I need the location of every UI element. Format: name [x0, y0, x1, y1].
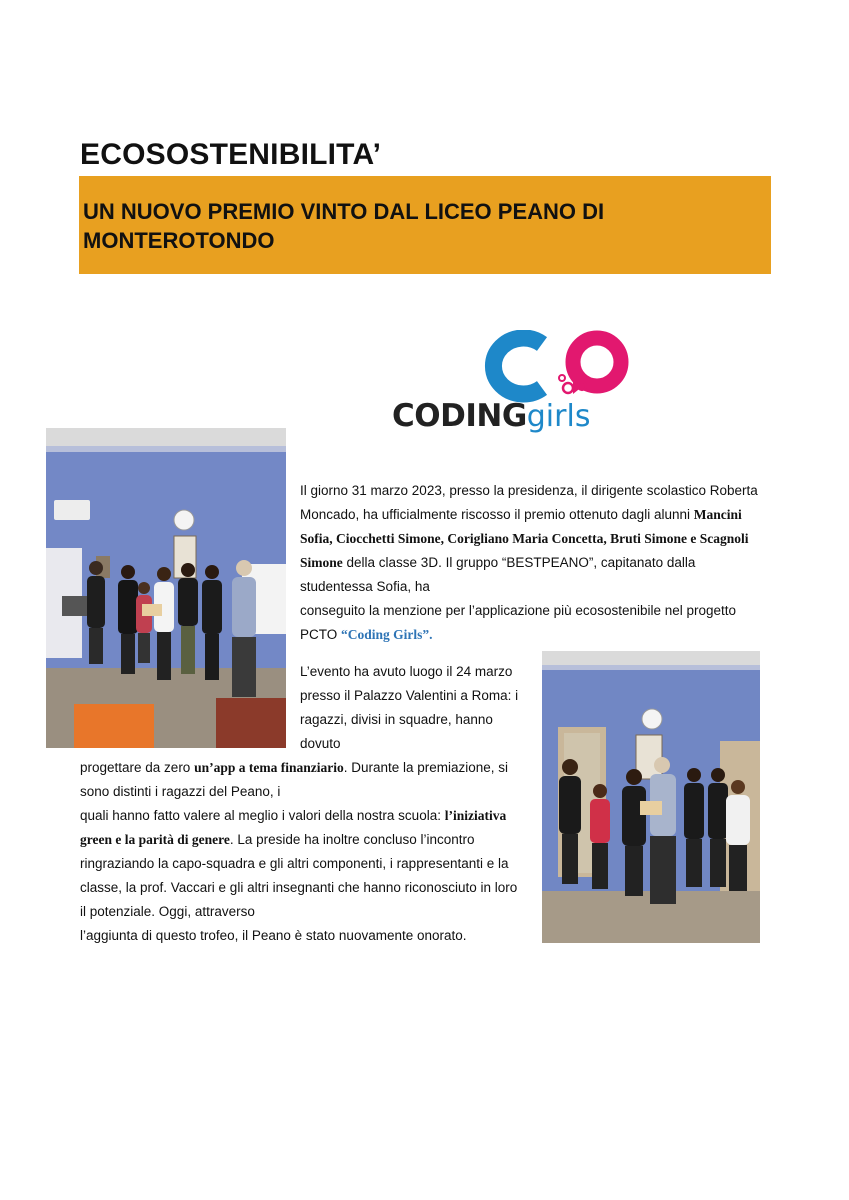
paragraph-2-top	[300, 660, 518, 756]
headline-banner	[79, 176, 771, 274]
app-theme: un’app a tema finanziario	[194, 760, 344, 775]
p1-line-1: Il giorno 31 marzo 2023, presso la presidenza, il dirigente scolastico Roberta	[300, 483, 758, 498]
p1-line-3-students: Sofia, Ciocchetti Simone, Corigliano Maria Concetta, Bruti Simone e Scagnoli	[300, 531, 749, 546]
p1-line-4-text: della classe 3D. Il gruppo “BESTPEANO”, capitanato dalla	[342, 555, 696, 570]
p2-line-1: L’evento ha avuto luogo il 24 marzo	[300, 664, 513, 679]
p2-line-11: il potenziale. Oggi, attraverso	[80, 904, 255, 919]
coding-girls-logo	[392, 330, 654, 440]
logo-word-girls: girls	[526, 399, 591, 434]
p1-line-4	[300, 551, 758, 575]
p2-line-5	[80, 756, 517, 780]
paragraph-1	[300, 479, 758, 647]
p2-line-7-text: quali hanno fatto valere al meglio i valori della nostra scuola:	[80, 808, 445, 823]
p1-line-5: studentessa Sofia, ha	[300, 579, 430, 594]
p1-line-2-text: Moncado, ha ufficialmente riscosso il premio ottenuto dagli alunni	[300, 507, 694, 522]
p2-line-5-text: progettare da zero	[80, 760, 195, 775]
p2-line-7	[80, 804, 517, 828]
paragraph-2-bottom	[80, 756, 517, 948]
coding-girls-project-name: “Coding Girls”	[341, 627, 430, 642]
article-section-title: ECOSOSTENIBILITA’	[80, 138, 382, 171]
p2-line-6: sono distinti i ragazzi del Peano, i	[80, 784, 281, 799]
award-photo-group	[542, 651, 760, 943]
logo-wordmark	[392, 398, 590, 434]
initiative-start: l’iniziativa	[444, 808, 507, 823]
p2-line-5-end: . Durante la premiazione, si	[343, 760, 509, 775]
headline-line-2: MONTEROTONDO	[83, 228, 275, 253]
p1-line-7-text: PCTO	[300, 627, 342, 642]
initiative-values: green e la parità di genere	[80, 832, 230, 847]
headline	[83, 197, 743, 255]
p2-line-10: classe, la prof. Vaccari e gli altri insegnanti che hanno riconosciuto in loro	[80, 880, 518, 895]
p1-line-6: conseguito la menzione per l’applicazione più ecosostenibile nel progetto	[300, 603, 737, 618]
p2-line-2: presso il Palazzo Valentini a Roma: i	[300, 688, 519, 703]
p1-student-name: Mancini	[693, 507, 742, 522]
p2-line-9: ringraziando la capo-squadra e gli altri componenti, i rappresentanti e la	[80, 856, 509, 871]
p2-line-12: l’aggiunta di questo trofeo, il Peano è stato nuovamente onorato.	[80, 928, 467, 943]
p1-line-7	[300, 623, 758, 647]
p1-student-name-end: Simone	[300, 555, 343, 570]
p2-line-8-text: . La preside ha inoltre concluso l’incontro	[229, 832, 475, 847]
p1-line-2	[300, 503, 758, 527]
headline-line-1: UN NUOVO PREMIO VINTO DAL LICEO PEANO DI	[83, 199, 605, 224]
p2-line-3: ragazzi, divisi in squadre, hanno	[300, 712, 493, 727]
p1-period: .	[429, 627, 433, 642]
logo-word-coding: CODING	[392, 398, 527, 434]
award-photo-office	[46, 428, 286, 748]
p2-line-8	[80, 828, 517, 852]
p2-line-4: dovuto	[300, 736, 341, 751]
